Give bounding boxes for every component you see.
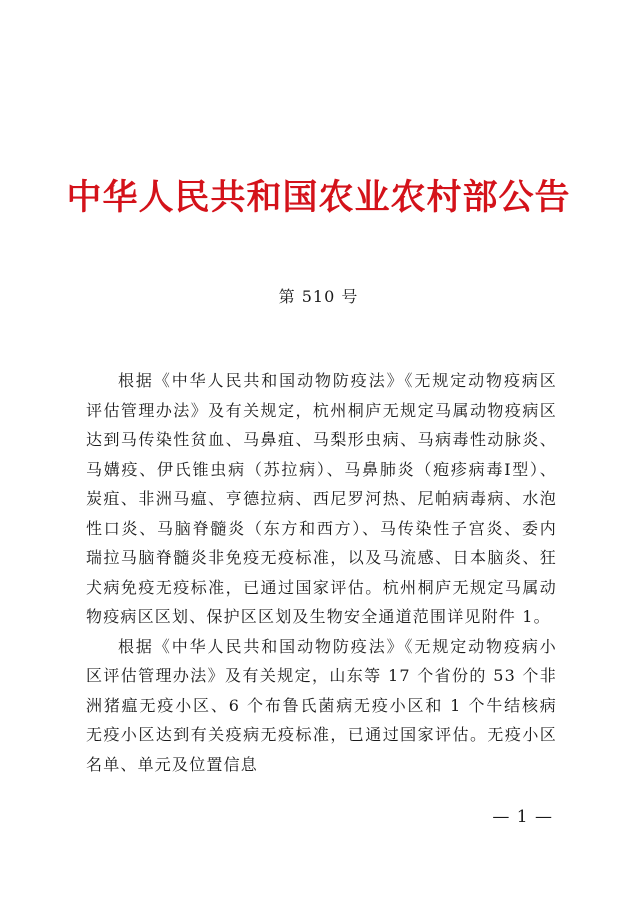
body-text (86, 366, 557, 779)
page-number: — 1 — (492, 807, 553, 827)
page-title: 中华人民共和国农业农村部公告 (66, 177, 571, 218)
paragraph-2: 根据《中华人民共和国动物防疫法》《无规定动物疫病小区评估管理办法》及有关规定，山东等 17 个省份的 53 个非洲猪瘟无疫小区、6 个布鲁氏菌病无疫小区和 1 个牛结核病无疫小区达到有关疫病无疫标准，已通过国家评估。无疫小区名单、单元及位置信息 (86, 636, 557, 774)
paragraph-1: 根据《中华人民共和国动物防疫法》《无规定动物疫病区评估管理办法》及有关规定，杭州桐庐无规定马属动物疫病区达到马传染性贫血、马鼻疽、马梨形虫病、马病毒性动脉炎、马媾疫、伊氏锥虫病（苏拉病）、马鼻肺炎（疱疹病毒Ⅰ型）、炭疽、非洲马瘟、亨德拉病、西尼罗河热、尼帕病毒病、水泡性口炎、马脑脊髓炎（东方和西方）、马传染性子宫炎、委内瑞拉马脑脊髓炎非免疫无疫标准，以及马流感、日本脑炎、狂犬病免疫无疫标准，已通过国家评估。杭州桐庐无规定马属动物疫病区区划、保护区区划及生物安全通道范围详见附件 1。 (86, 371, 557, 626)
announcement-number: 第 510 号 (278, 287, 359, 306)
